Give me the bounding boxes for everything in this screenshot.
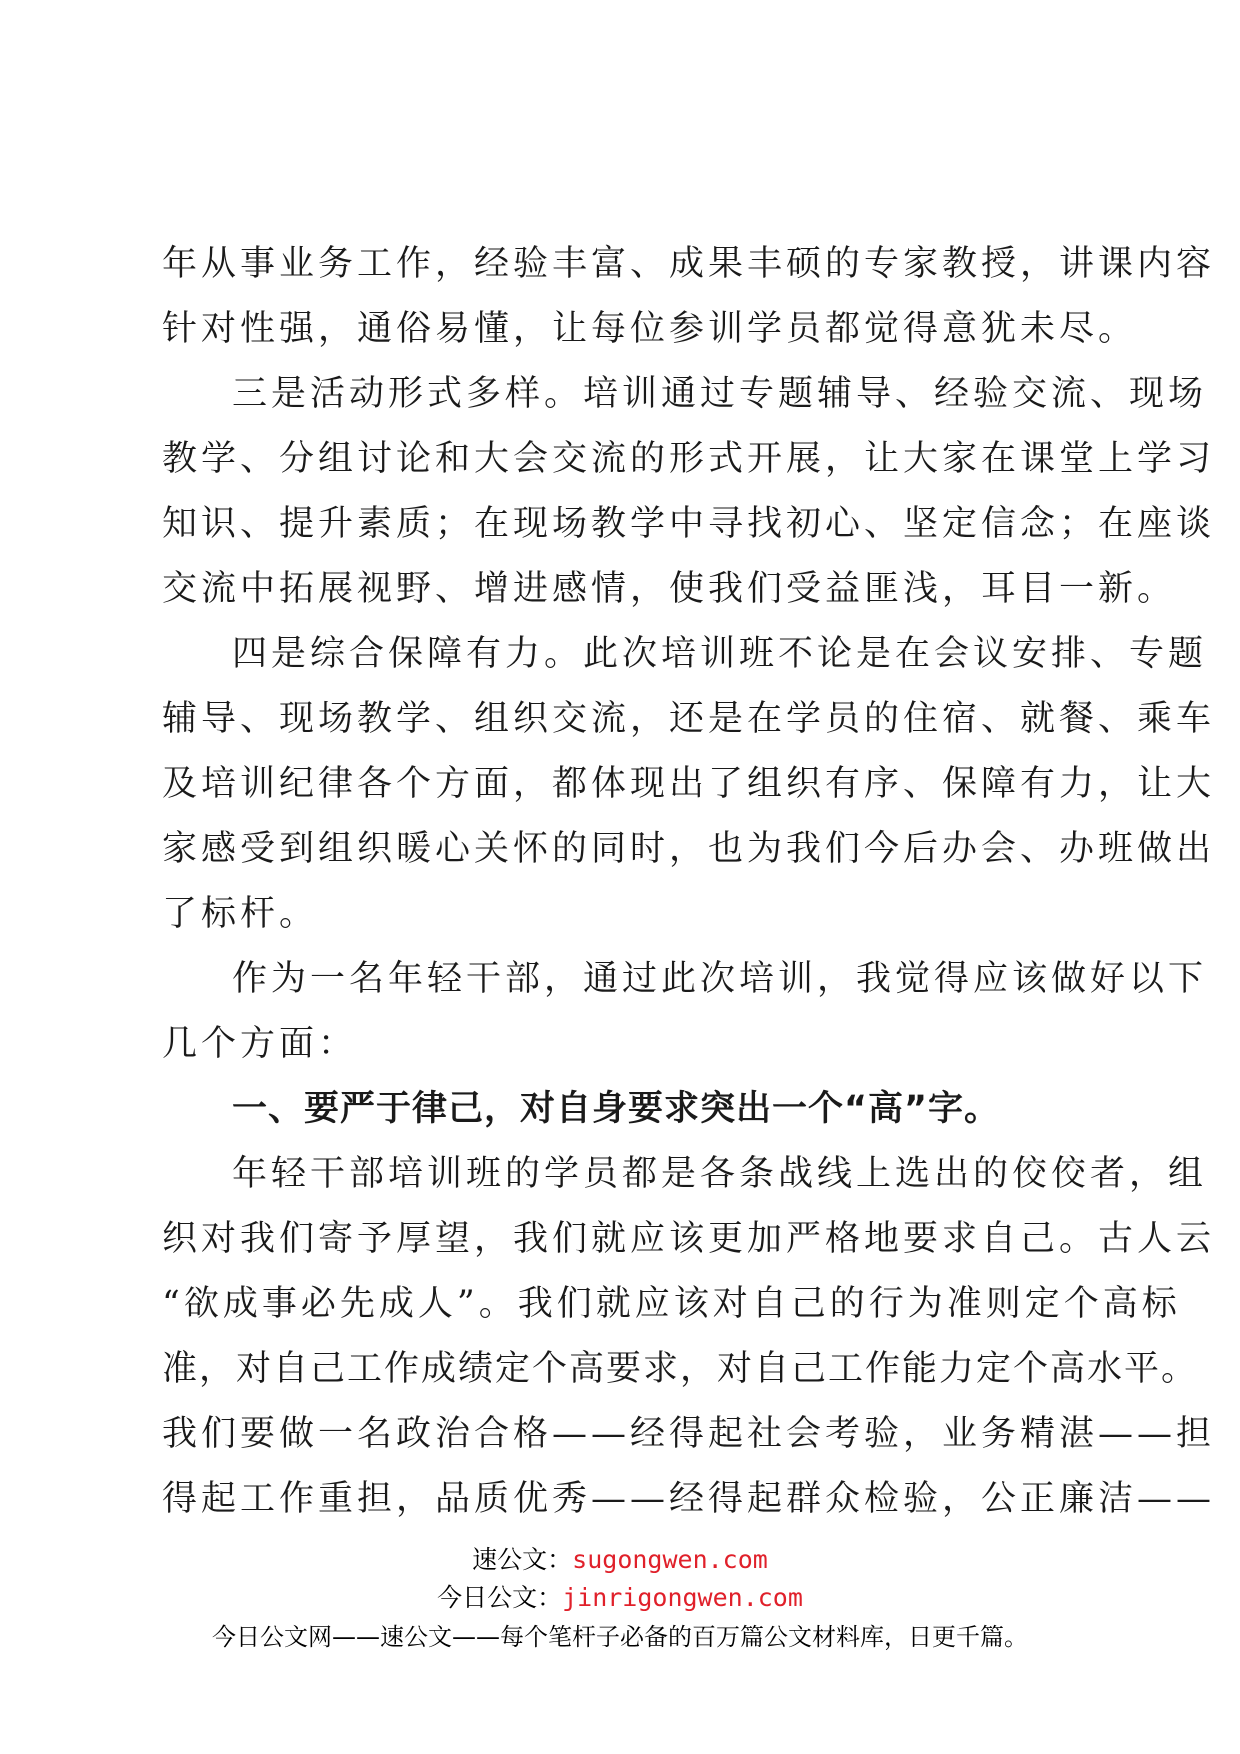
paragraph-line: 交流中拓展视野、增进感情，使我们受益匪浅，耳目一新。 <box>162 569 1177 609</box>
paragraph-line: 三是活动形式多样。培训通过专题辅导、经验交流、现场 <box>232 374 1208 414</box>
paragraph-line: 准，对自己工作成绩定个高要求，对自己工作能力定个高水平。 <box>162 1349 1199 1389</box>
paragraph-line: 家感受到组织暖心关怀的同时，也为我们今后办会、办班做出 <box>162 829 1216 869</box>
paragraph-line: 教学、分组讨论和大会交流的形式开展，让大家在课堂上学习 <box>162 439 1216 479</box>
paragraph-line: 及培训纪律各个方面，都体现出了组织有序、保障有力，让大 <box>162 764 1216 804</box>
paragraph-line: 针对性强，通俗易懂，让每位参训学员都觉得意犹未尽。 <box>162 309 1138 349</box>
paragraph-line: 辅导、现场教学、组织交流，还是在学员的住宿、就餐、乘车 <box>162 699 1216 739</box>
paragraph-line: 几个方面： <box>162 1024 358 1064</box>
section-heading: 一、要严于律己，对自身要求突出一个“高”字。 <box>232 1089 1001 1129</box>
paragraph-line: 我们要做一名政治合格——经得起社会考验，业务精湛——担 <box>162 1414 1216 1454</box>
footer-sugongwen <box>0 1542 1240 1578</box>
paragraph-line: 年从事业务工作，经验丰富、成果丰硕的专家教授，讲课内容 <box>162 244 1216 284</box>
paragraph-line: 了标杆。 <box>162 894 319 934</box>
paragraph-line: 知识、提升素质；在现场教学中寻找初心、坚定信念；在座谈 <box>162 504 1216 544</box>
paragraph-line: 四是综合保障有力。此次培训班不论是在会议安排、专题 <box>232 634 1208 674</box>
paragraph-line: 年轻干部培训班的学员都是各条战线上选出的佼佼者，组 <box>232 1154 1208 1194</box>
footer-jinrigongwen <box>0 1580 1240 1616</box>
footer-link-jinrigongwen[interactable]: jinrigongwen.com <box>562 1583 803 1612</box>
paragraph-line: “欲成事必先成人”。我们就应该对自己的行为准则定个高标 <box>162 1284 1181 1324</box>
paragraph-line: 作为一名年轻干部，通过此次培训，我觉得应该做好以下 <box>232 959 1208 999</box>
footer-label: 今日公文： <box>437 1583 563 1612</box>
paragraph-line: 得起工作重担，品质优秀——经得起群众检验，公正廉洁—— <box>162 1479 1216 1519</box>
footer-label: 速公文： <box>472 1545 573 1574</box>
document-body <box>162 232 1216 1532</box>
paragraph-line: 织对我们寄予厚望，我们就应该更加严格地要求自己。古人云 <box>162 1219 1216 1259</box>
footer-link-sugongwen[interactable]: sugongwen.com <box>572 1545 768 1574</box>
footer-slogan: 今日公文网——速公文——每个笔杆子必备的百万篇公文材料库，日更千篇。 <box>212 1623 1028 1651</box>
